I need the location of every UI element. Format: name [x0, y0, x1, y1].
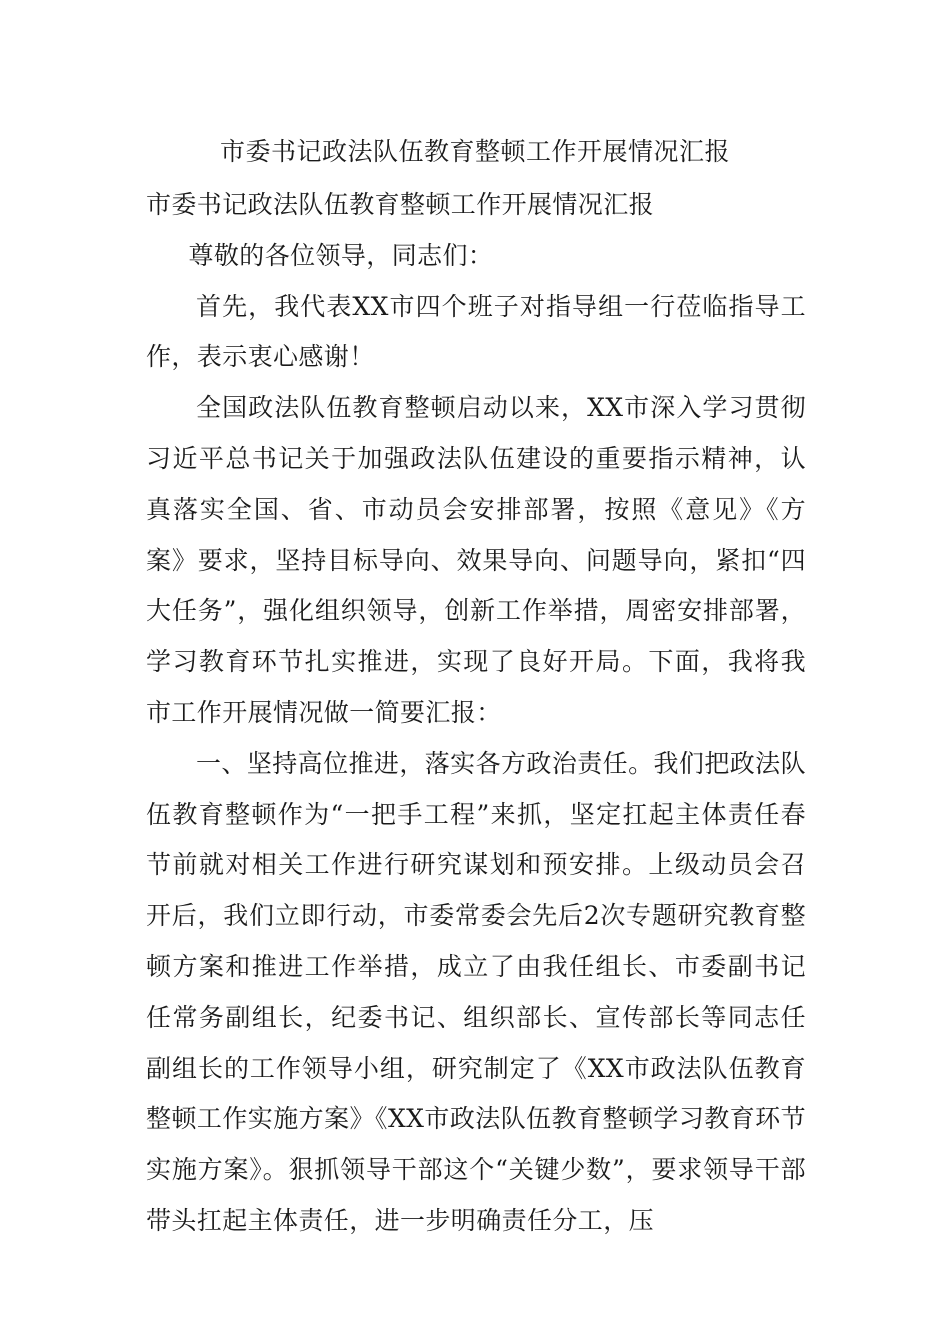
paragraph-section-one: 一、坚持高位推进，落实各方政治责任。我们把政法队伍教育整顿作为“一把手工程”来抓，坚定扛起主体责任春节前就对相关工作进行研究谋划和预安排。上级动员会召开后，我们立即行动，市委常委会先后2次专题研究教育整顿方案和推进工作举措，成立了由我任组长、市委副书记任常务副组长，纪委书记、组织部长、宣传部长等同志任副组长的工作领导小组，研究制定了《XX市政法队伍教育整顿工作实施方案》《XX市政法队伍教育整顿学习教育环节实施方案》。狠抓领导干部这个“关键少数”，要求领导干部带头扛起主体责任，进一步明确责任分工，压: [146, 748, 806, 1235]
document-subtitle: 市委书记政法队伍教育整顿工作开展情况汇报: [146, 190, 655, 219]
document-body: [146, 180, 806, 1247]
salutation: 尊敬的各位领导，同志们：: [188, 240, 494, 270]
document-title: 市委书记政法队伍教育整顿工作开展情况汇报: [219, 137, 730, 166]
paragraph-overview: 全国政法队伍教育整顿启动以来，XX市深入学习贯彻习近平总书记关于加强政法队伍建设的重要指示精神，认真落实全国、省、市动员会安排部署，按照《意见》《方案》要求，坚持目标导向、效果导向、问题导向，紧扣“四大任务”，强化组织领导，创新工作举措，周密安排部署，学习教育环节扎实推进，实现了良好开局。下面，我将我市工作开展情况做一简要汇报：: [146, 393, 806, 727]
paragraph-thanks: 首先，我代表XX市四个班子对指导组一行莅临指导工作，表示衷心感谢！: [146, 291, 806, 372]
